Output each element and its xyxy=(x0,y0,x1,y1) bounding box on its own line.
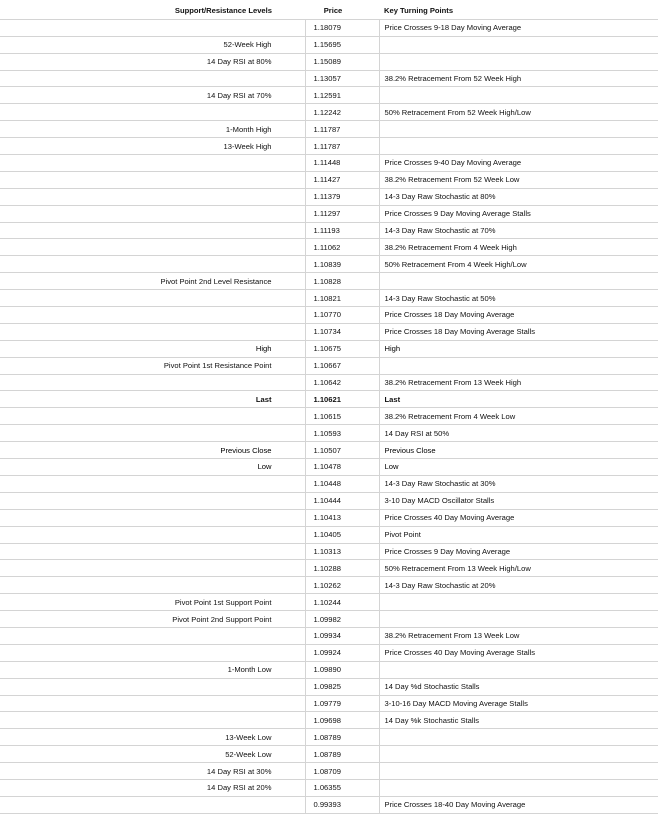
turning-point-cell xyxy=(379,763,658,780)
level-label: 52-Week High xyxy=(223,40,272,50)
table-row xyxy=(0,543,658,560)
price-cell: 1.09825 xyxy=(305,678,379,695)
price-cell: 1.09934 xyxy=(305,627,379,644)
turning-point-cell: 3-10 Day MACD Oscillator Stalls xyxy=(379,492,658,509)
table-row xyxy=(0,188,658,205)
table-row xyxy=(0,374,658,391)
price-cell: 1.09924 xyxy=(305,644,379,661)
level-label: Previous Close xyxy=(220,445,272,455)
table-row xyxy=(0,425,658,442)
table-row xyxy=(0,779,658,796)
price-cell: 1.12242 xyxy=(305,104,379,121)
level-label xyxy=(0,475,305,492)
level-label xyxy=(0,526,305,543)
table-row xyxy=(0,746,658,763)
table-row xyxy=(0,357,658,374)
turning-point-cell: 14-3 Day Raw Stochastic at 70% xyxy=(379,222,658,239)
table-row xyxy=(0,340,658,357)
table-row xyxy=(0,256,658,273)
price-cell: 1.08709 xyxy=(305,763,379,780)
turning-point-cell: Price Crosses 40 Day Moving Average Stalls xyxy=(379,644,658,661)
price-cell: 1.13057 xyxy=(305,70,379,87)
turning-point-cell: High xyxy=(379,340,658,357)
price-cell: 1.10667 xyxy=(305,357,379,374)
level-label xyxy=(0,712,305,729)
level-label xyxy=(0,577,305,594)
turning-point-cell: Low xyxy=(379,459,658,476)
level-label: 14 Day RSI at 70% xyxy=(206,90,272,100)
table-row xyxy=(0,763,658,780)
price-cell: 1.11787 xyxy=(305,138,379,155)
table-row xyxy=(0,644,658,661)
table-row xyxy=(0,205,658,222)
level-label xyxy=(0,627,305,644)
levels-body xyxy=(0,19,658,813)
turning-point-cell: 14-3 Day Raw Stochastic at 80% xyxy=(379,188,658,205)
level-label xyxy=(0,408,305,425)
table-row xyxy=(0,323,658,340)
price-cell: 1.10642 xyxy=(305,374,379,391)
table-row xyxy=(0,19,658,36)
turning-point-cell: 14-3 Day Raw Stochastic at 50% xyxy=(379,290,658,307)
table-row xyxy=(0,712,658,729)
turning-point-cell: 50% Retracement From 13 Week High/Low xyxy=(379,560,658,577)
table-row xyxy=(0,138,658,155)
price-cell: 0.99393 xyxy=(305,796,379,813)
turning-point-cell: Pivot Point xyxy=(379,526,658,543)
price-cell: 1.11062 xyxy=(305,239,379,256)
level-label: High xyxy=(255,344,272,354)
price-cell: 1.15089 xyxy=(305,53,379,70)
table-row xyxy=(0,171,658,188)
table-row xyxy=(0,121,658,138)
table-row xyxy=(0,695,658,712)
level-label xyxy=(0,374,305,391)
price-cell: 1.11787 xyxy=(305,121,379,138)
price-cell: 1.10444 xyxy=(305,492,379,509)
price-cell: 1.10313 xyxy=(305,543,379,560)
price-cell: 1.10413 xyxy=(305,509,379,526)
table-row xyxy=(0,442,658,459)
level-label: 52-Week Low xyxy=(225,749,272,759)
table-row xyxy=(0,594,658,611)
turning-point-cell: 14-3 Day Raw Stochastic at 20% xyxy=(379,577,658,594)
level-label xyxy=(0,19,305,36)
table-row xyxy=(0,239,658,256)
level-label: 1-Month Low xyxy=(227,665,272,675)
price-cell: 1.11427 xyxy=(305,171,379,188)
table-row xyxy=(0,222,658,239)
price-cell: 1.10478 xyxy=(305,459,379,476)
level-label: 13-Week High xyxy=(223,141,272,151)
price-cell: 1.06355 xyxy=(305,779,379,796)
turning-point-cell: Price Crosses 9-18 Day Moving Average xyxy=(379,19,658,36)
level-label xyxy=(0,155,305,172)
level-label: Pivot Point 2nd Support Point xyxy=(172,614,272,624)
turning-point-cell: 38.2% Retracement From 13 Week High xyxy=(379,374,658,391)
table-row xyxy=(0,729,658,746)
table-row xyxy=(0,53,658,70)
table-row xyxy=(0,577,658,594)
turning-point-cell: 14 Day %k Stochastic Stalls xyxy=(379,712,658,729)
level-label xyxy=(0,543,305,560)
table-row xyxy=(0,560,658,577)
price-cell: 1.10507 xyxy=(305,442,379,459)
price-cell: 1.10288 xyxy=(305,560,379,577)
levels-table xyxy=(0,3,658,814)
turning-point-cell xyxy=(379,661,658,678)
level-label: 13-Week Low xyxy=(225,732,272,742)
turning-point-cell xyxy=(379,594,658,611)
level-label xyxy=(0,492,305,509)
price-cell: 1.15695 xyxy=(305,36,379,53)
price-cell: 1.11193 xyxy=(305,222,379,239)
price-cell: 1.10821 xyxy=(305,290,379,307)
price-cell: 1.09698 xyxy=(305,712,379,729)
price-cell: 1.11379 xyxy=(305,188,379,205)
level-label xyxy=(0,205,305,222)
table-row xyxy=(0,391,658,408)
turning-point-cell xyxy=(379,746,658,763)
price-cell: 1.10615 xyxy=(305,408,379,425)
turning-point-cell xyxy=(379,36,658,53)
turning-point-cell xyxy=(379,87,658,104)
table-row xyxy=(0,87,658,104)
table-row xyxy=(0,104,658,121)
level-label: 14 Day RSI at 80% xyxy=(206,57,272,67)
level-label xyxy=(0,323,305,340)
level-label: Pivot Point 1st Support Point xyxy=(174,597,272,607)
turning-point-cell: Previous Close xyxy=(379,442,658,459)
turning-point-cell: Price Crosses 18 Day Moving Average xyxy=(379,307,658,324)
turning-point-cell: 38.2% Retracement From 52 Week Low xyxy=(379,171,658,188)
turning-point-cell: 38.2% Retracement From 52 Week High xyxy=(379,70,658,87)
level-label xyxy=(0,290,305,307)
turning-point-cell: 38.2% Retracement From 4 Week High xyxy=(379,239,658,256)
price-cell: 1.08789 xyxy=(305,746,379,763)
header-support-resistance: Support/Resistance Levels xyxy=(174,6,272,16)
turning-point-cell: Price Crosses 9 Day Moving Average xyxy=(379,543,658,560)
table-row xyxy=(0,273,658,290)
turning-point-cell: 14 Day %d Stochastic Stalls xyxy=(379,678,658,695)
turning-point-cell xyxy=(379,121,658,138)
turning-point-cell: Price Crosses 18-40 Day Moving Average xyxy=(379,796,658,813)
level-label: Low xyxy=(257,462,272,472)
level-label: 14 Day RSI at 20% xyxy=(206,783,272,793)
price-cell: 1.10448 xyxy=(305,475,379,492)
level-label xyxy=(0,239,305,256)
turning-point-cell: 3-10-16 Day MACD Moving Average Stalls xyxy=(379,695,658,712)
level-label xyxy=(0,256,305,273)
level-label xyxy=(0,171,305,188)
table-row xyxy=(0,492,658,509)
price-cell: 1.10828 xyxy=(305,273,379,290)
price-cell: 1.10405 xyxy=(305,526,379,543)
price-cell: 1.08789 xyxy=(305,729,379,746)
table-row xyxy=(0,526,658,543)
table-row xyxy=(0,459,658,476)
price-cell: 1.10734 xyxy=(305,323,379,340)
level-label xyxy=(0,222,305,239)
price-cell: 1.10593 xyxy=(305,425,379,442)
turning-point-cell xyxy=(379,138,658,155)
level-label xyxy=(0,307,305,324)
level-label: Pivot Point 1st Resistance Point xyxy=(163,361,272,371)
turning-point-cell xyxy=(379,611,658,628)
price-cell: 1.10621 xyxy=(305,391,379,408)
level-label: Last xyxy=(255,394,272,404)
table-row xyxy=(0,627,658,644)
turning-point-cell: Price Crosses 9 Day Moving Average Stalls xyxy=(379,205,658,222)
price-cell: 1.10262 xyxy=(305,577,379,594)
level-label xyxy=(0,560,305,577)
header-key-turning-points: Key Turning Points xyxy=(384,6,454,16)
level-label xyxy=(0,70,305,87)
turning-point-cell xyxy=(379,779,658,796)
price-cell: 1.18079 xyxy=(305,19,379,36)
turning-point-cell: Price Crosses 9-40 Day Moving Average xyxy=(379,155,658,172)
turning-point-cell: 50% Retracement From 4 Week High/Low xyxy=(379,256,658,273)
table-row xyxy=(0,509,658,526)
level-label xyxy=(0,104,305,121)
turning-point-cell: Last xyxy=(379,391,658,408)
table-row xyxy=(0,36,658,53)
price-cell: 1.09982 xyxy=(305,611,379,628)
turning-point-cell xyxy=(379,53,658,70)
price-cell: 1.09890 xyxy=(305,661,379,678)
price-cell: 1.11448 xyxy=(305,155,379,172)
level-label: 1-Month High xyxy=(225,124,272,134)
turning-point-cell: 50% Retracement From 52 Week High/Low xyxy=(379,104,658,121)
table-row xyxy=(0,796,658,813)
table-row xyxy=(0,70,658,87)
turning-point-cell: 14 Day RSI at 50% xyxy=(379,425,658,442)
level-label xyxy=(0,796,305,813)
level-label: 14 Day RSI at 30% xyxy=(206,766,272,776)
level-label: Pivot Point 2nd Level Resistance xyxy=(160,276,272,286)
table-row xyxy=(0,678,658,695)
level-label xyxy=(0,678,305,695)
turning-point-cell xyxy=(379,273,658,290)
price-cell: 1.11297 xyxy=(305,205,379,222)
header-row xyxy=(0,3,658,19)
table-row xyxy=(0,611,658,628)
table-row xyxy=(0,290,658,307)
level-label xyxy=(0,425,305,442)
turning-point-cell: Price Crosses 18 Day Moving Average Stalls xyxy=(379,323,658,340)
table-row xyxy=(0,307,658,324)
turning-point-cell: 38.2% Retracement From 4 Week Low xyxy=(379,408,658,425)
table-row xyxy=(0,155,658,172)
price-cell: 1.10244 xyxy=(305,594,379,611)
price-cell: 1.10675 xyxy=(305,340,379,357)
turning-point-cell: 14-3 Day Raw Stochastic at 30% xyxy=(379,475,658,492)
level-label xyxy=(0,509,305,526)
table-row xyxy=(0,661,658,678)
level-label xyxy=(0,695,305,712)
turning-point-cell xyxy=(379,357,658,374)
level-label xyxy=(0,188,305,205)
header-price: Price xyxy=(323,6,343,16)
price-cell: 1.12591 xyxy=(305,87,379,104)
table-row xyxy=(0,408,658,425)
level-label xyxy=(0,644,305,661)
price-cell: 1.10839 xyxy=(305,256,379,273)
table-row xyxy=(0,475,658,492)
price-cell: 1.10770 xyxy=(305,307,379,324)
turning-point-cell: 38.2% Retracement From 13 Week Low xyxy=(379,627,658,644)
turning-point-cell xyxy=(379,729,658,746)
turning-point-cell: Price Crosses 40 Day Moving Average xyxy=(379,509,658,526)
price-cell: 1.09779 xyxy=(305,695,379,712)
